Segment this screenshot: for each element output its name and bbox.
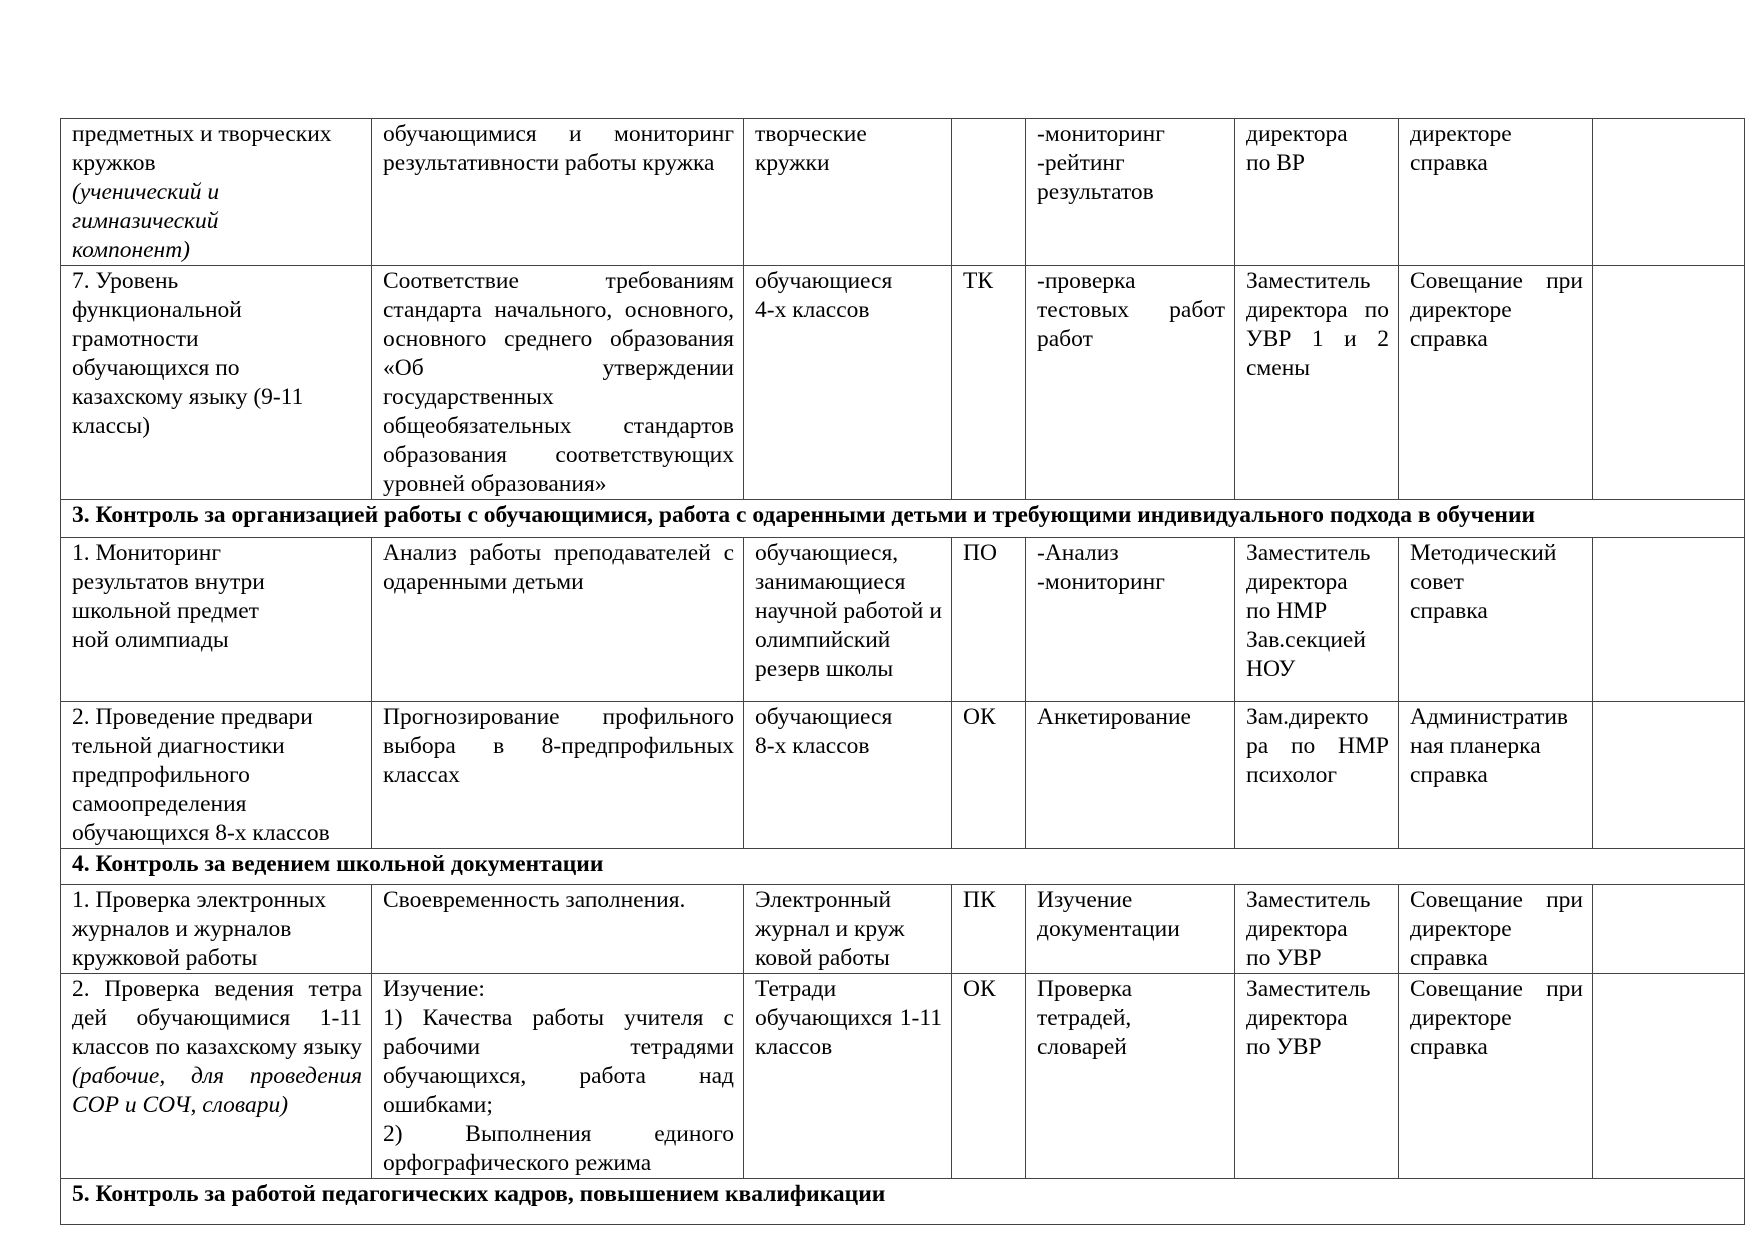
- control-goal-cell: [372, 119, 744, 266]
- cell-text: функциональной: [72, 297, 242, 323]
- cell-text: по НМР: [1246, 598, 1328, 624]
- cell-text: предпрофильного: [72, 762, 250, 788]
- table-row: [61, 538, 1745, 702]
- control-goal-cell: [372, 538, 744, 702]
- cell-text: журналов и журналов: [72, 916, 292, 942]
- cell-text: Своевременность заполнения.: [383, 887, 686, 913]
- cell-text: самоопределения: [72, 791, 247, 817]
- cell-text: Анализ работы преподавателей с одаренными детьми: [383, 540, 734, 595]
- cell-text: школьной предмет: [72, 598, 259, 624]
- cell-text: обучающиеся: [755, 268, 893, 294]
- cell-text: словарей: [1037, 1034, 1127, 1060]
- control-object-cell: [744, 885, 952, 974]
- cell-text: ная планерка: [1410, 733, 1541, 759]
- cell-italic-note: (рабочие, для проведения СОР и СОЧ, словари): [72, 1063, 362, 1118]
- cell-text: -мониторинг: [1037, 569, 1165, 595]
- section-title: 5. Контроль за работой педагогических кадров, повышением квалификации: [61, 1179, 1745, 1225]
- cell-text: Зав.секцией: [1246, 627, 1366, 653]
- cell-text: тетрадей,: [1037, 1005, 1132, 1031]
- control-method-cell: [1026, 885, 1235, 974]
- control-method-cell: [1026, 266, 1235, 500]
- cell-text: обучающимися и мониторинг результативности работы кружка: [383, 121, 734, 176]
- control-type-cell: [952, 702, 1026, 849]
- cell-text: кружковой работы: [72, 945, 258, 971]
- cell-text: Совещание при директоре справка: [1410, 268, 1583, 352]
- cell-text: Электронный: [755, 887, 892, 913]
- control-method-cell: [1026, 119, 1235, 266]
- cell-text: Изучение:: [383, 976, 485, 1002]
- table-row: [61, 702, 1745, 849]
- summary-form-cell: [1399, 266, 1593, 500]
- responsible-cell: [1235, 885, 1399, 974]
- control-object-cell: [744, 974, 952, 1179]
- responsible-cell: [1235, 266, 1399, 500]
- cell-text: документации: [1037, 916, 1180, 942]
- note-cell: [1593, 885, 1745, 974]
- control-goal-cell: [372, 885, 744, 974]
- summary-form-cell: [1399, 538, 1593, 702]
- summary-form-cell: [1399, 702, 1593, 849]
- control-method-cell: [1026, 974, 1235, 1179]
- cell-text: тельной диагностики: [72, 733, 285, 759]
- cell-text: 2. Проведение предвари: [72, 704, 313, 730]
- note-cell: [1593, 119, 1745, 266]
- cell-text: Заместитель: [1246, 976, 1371, 1002]
- cell-text: грамотности: [72, 326, 199, 352]
- responsible-cell: [1235, 702, 1399, 849]
- checked-item-cell: [61, 266, 372, 500]
- cell-text: журнал и круж: [755, 916, 905, 942]
- table-row: [61, 974, 1745, 1179]
- table-row: [61, 119, 1745, 266]
- note-cell: [1593, 266, 1745, 500]
- note-cell: [1593, 538, 1745, 702]
- cell-text: -Анализ: [1037, 540, 1119, 566]
- cell-text: ной олимпиады: [72, 627, 229, 653]
- cell-text: по ВР: [1246, 150, 1305, 176]
- cell-italic-note: гимназический: [72, 208, 219, 234]
- cell-text: ТК: [963, 268, 994, 294]
- control-goal-cell: [372, 974, 744, 1179]
- cell-text: директора: [1246, 1005, 1348, 1031]
- control-method-cell: [1026, 538, 1235, 702]
- cell-text: 7. Уровень: [72, 268, 179, 294]
- cell-text: ОК: [963, 976, 996, 1002]
- cell-text: 8-х классов: [755, 733, 870, 759]
- control-goal-cell: [372, 266, 744, 500]
- cell-text: обучающиеся, занимающиеся научной работой и олимпийский резерв школы: [755, 540, 942, 682]
- control-object-cell: [744, 702, 952, 849]
- section-header-row: [61, 1179, 1745, 1225]
- cell-text: -рейтинг: [1037, 150, 1125, 176]
- cell-text: кружки: [755, 150, 830, 176]
- cell-text: обучающихся по: [72, 355, 240, 381]
- cell-text: Методический: [1410, 540, 1557, 566]
- cell-text: по УВР: [1246, 945, 1322, 971]
- control-method-cell: [1026, 702, 1235, 849]
- cell-text: казахскому языку (9-11: [72, 384, 304, 410]
- cell-text: обучающихся 8-х классов: [72, 820, 330, 846]
- cell-text: Совещание при директоре справка: [1410, 976, 1583, 1060]
- cell-text: Заместитель директора по УВР 1 и 2 смены: [1246, 268, 1389, 381]
- table-row: [61, 266, 1745, 500]
- cell-text: директора: [1246, 121, 1348, 147]
- cell-text: Заместитель: [1246, 540, 1371, 566]
- control-plan-table: [60, 118, 1745, 1225]
- cell-text: -мониторинг: [1037, 121, 1165, 147]
- summary-form-cell: [1399, 885, 1593, 974]
- cell-text: 1) Качества работы учителя с рабочими тетрадями обучающихся, работа над ошибками;: [383, 1005, 734, 1118]
- control-object-cell: [744, 119, 952, 266]
- checked-item-cell: [61, 974, 372, 1179]
- checked-item-cell: [61, 702, 372, 849]
- cell-text: по УВР: [1246, 1034, 1322, 1060]
- cell-text: Зам.директо ра по НМР психолог: [1246, 704, 1389, 788]
- cell-text: Анкетирование: [1037, 704, 1191, 730]
- responsible-cell: [1235, 538, 1399, 702]
- cell-text: ПО: [963, 540, 997, 566]
- control-type-cell: [952, 974, 1026, 1179]
- cell-text: директора: [1246, 916, 1348, 942]
- responsible-cell: [1235, 119, 1399, 266]
- cell-text: -проверка тестовых работ работ: [1037, 268, 1225, 352]
- note-cell: [1593, 702, 1745, 849]
- cell-text: директора: [1246, 569, 1348, 595]
- section-header-row: [61, 500, 1745, 538]
- cell-text: результатов внутри: [72, 569, 265, 595]
- cell-text: директоре: [1410, 121, 1512, 147]
- cell-text: Тетради обучающихся 1-11 классов: [755, 976, 942, 1060]
- section-header-row: [61, 849, 1745, 885]
- cell-text: Совещание при директоре справка: [1410, 887, 1583, 971]
- cell-text: ковой работы: [755, 945, 890, 971]
- cell-text: 4-х классов: [755, 297, 870, 323]
- cell-text: ОК: [963, 704, 996, 730]
- checked-item-cell: [61, 885, 372, 974]
- control-type-cell: [952, 538, 1026, 702]
- control-object-cell: [744, 538, 952, 702]
- cell-text: кружков: [72, 150, 156, 176]
- cell-text: Соответствие требованиям стандарта начального, основного, основного среднего образования «Об утверждении государственных общеобязательных стандартов образования соответствующих уровней образования»: [383, 268, 734, 497]
- control-goal-cell: [372, 702, 744, 849]
- cell-text: НОУ: [1246, 656, 1296, 682]
- cell-text: справка: [1410, 762, 1488, 788]
- responsible-cell: [1235, 974, 1399, 1179]
- control-object-cell: [744, 266, 952, 500]
- table-body: [61, 119, 1745, 1225]
- cell-text: 1. Проверка электронных: [72, 887, 327, 913]
- cell-text: обучающиеся: [755, 704, 893, 730]
- control-type-cell: [952, 266, 1026, 500]
- cell-text: справка: [1410, 150, 1488, 176]
- cell-text: предметных и творческих: [72, 121, 332, 147]
- cell-text: Проверка: [1037, 976, 1133, 1002]
- cell-text: 1. Мониторинг: [72, 540, 221, 566]
- cell-text: Административ: [1410, 704, 1569, 730]
- section-title: 3. Контроль за организацией работы с обучающимися, работа с одаренными детьми и требующими индивидуального подхода в обучении: [61, 500, 1745, 538]
- cell-text: Заместитель: [1246, 887, 1371, 913]
- cell-text: Изучение: [1037, 887, 1133, 913]
- control-type-cell: [952, 119, 1026, 266]
- cell-text: ПК: [963, 887, 996, 913]
- cell-italic-note: (ученический и: [72, 179, 220, 205]
- cell-text: справка: [1410, 598, 1488, 624]
- section-title: 4. Контроль за ведением школьной документации: [61, 849, 1745, 885]
- cell-text: классы): [72, 413, 151, 439]
- cell-text: творческие: [755, 121, 867, 147]
- cell-text: Прогнозирование профильного выбора в 8-предпрофильных классах: [383, 704, 734, 788]
- cell-text: результатов: [1037, 179, 1154, 205]
- cell-italic-note: компонент): [72, 237, 190, 263]
- table-row: [61, 885, 1745, 974]
- checked-item-cell: [61, 538, 372, 702]
- cell-text: 2. Проверка ведения тетра дей обучающимися 1-11 классов по казахскому языку: [72, 976, 362, 1060]
- cell-text: 2) Выполнения единого орфографического режима: [383, 1121, 734, 1176]
- checked-item-cell: [61, 119, 372, 266]
- note-cell: [1593, 974, 1745, 1179]
- cell-text: совет: [1410, 569, 1464, 595]
- control-type-cell: [952, 885, 1026, 974]
- summary-form-cell: [1399, 119, 1593, 266]
- summary-form-cell: [1399, 974, 1593, 1179]
